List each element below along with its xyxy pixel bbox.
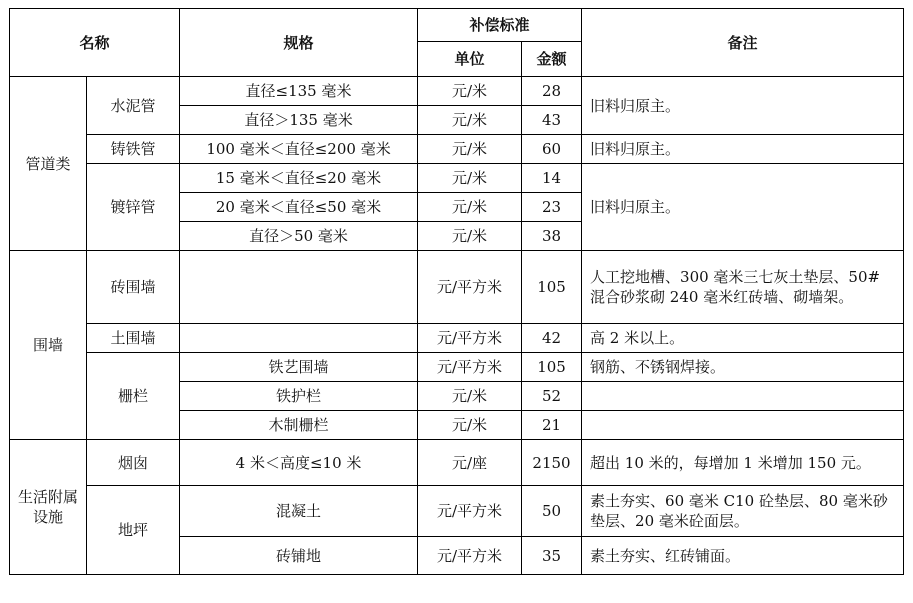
- subcategory-cell: 铸铁管: [87, 135, 180, 164]
- note-cell: 人工挖地槽、300 毫米三七灰土垫层、50# 混合砂浆砌 240 毫米红砖墙、砌墙架。: [582, 251, 904, 324]
- header-name: 名称: [10, 9, 180, 77]
- unit-cell: 元/米: [418, 411, 522, 440]
- amount-cell: 35: [522, 537, 582, 575]
- spec-cell: 直径＞50 毫米: [180, 222, 418, 251]
- unit-cell: 元/座: [418, 440, 522, 486]
- amount-cell: 42: [522, 324, 582, 353]
- subcategory-cell: 烟囱: [87, 440, 180, 486]
- subcategory-cell: 镀锌管: [87, 164, 180, 251]
- amount-cell: 23: [522, 193, 582, 222]
- subcategory-cell: 砖围墙: [87, 251, 180, 324]
- table-row: [10, 77, 904, 106]
- note-cell: 素土夯实、60 毫米 C10 砼垫层、80 毫米砂垫层、20 毫米砼面层。: [582, 486, 904, 537]
- subcategory-cell: 土围墙: [87, 324, 180, 353]
- spec-cell: 木制栅栏: [180, 411, 418, 440]
- table-row: [10, 353, 904, 382]
- table-row: [10, 164, 904, 193]
- spec-cell: 100 毫米＜直径≤200 毫米: [180, 135, 418, 164]
- table-row: [10, 324, 904, 353]
- amount-cell: 105: [522, 251, 582, 324]
- note-cell: [582, 382, 904, 411]
- note-cell: 超出 10 米的，每增加 1 米增加 150 元。: [582, 440, 904, 486]
- amount-cell: 43: [522, 106, 582, 135]
- subcategory-cell: 地坪: [87, 486, 180, 575]
- spec-cell: 直径＞135 毫米: [180, 106, 418, 135]
- note-cell: 旧料归原主。: [582, 77, 904, 135]
- amount-cell: 50: [522, 486, 582, 537]
- unit-cell: 元/平方米: [418, 324, 522, 353]
- amount-cell: 21: [522, 411, 582, 440]
- header-standard: 补偿标准: [418, 9, 582, 42]
- table-row: [10, 440, 904, 486]
- amount-cell: 105: [522, 353, 582, 382]
- spec-cell: 4 米＜高度≤10 米: [180, 440, 418, 486]
- unit-cell: 元/平方米: [418, 353, 522, 382]
- spec-cell: 铁护栏: [180, 382, 418, 411]
- header-note: 备注: [582, 9, 904, 77]
- header-unit: 单位: [418, 42, 522, 77]
- unit-cell: 元/平方米: [418, 251, 522, 324]
- note-cell: [582, 411, 904, 440]
- note-cell: 钢筋、不锈钢焊接。: [582, 353, 904, 382]
- table-row: [10, 251, 904, 324]
- amount-cell: 14: [522, 164, 582, 193]
- category-cell: 围墙: [10, 251, 87, 440]
- subcategory-cell: 栅栏: [87, 353, 180, 440]
- note-cell: 高 2 米以上。: [582, 324, 904, 353]
- spec-cell: 15 毫米＜直径≤20 毫米: [180, 164, 418, 193]
- header-spec: 规格: [180, 9, 418, 77]
- spec-cell: 直径≤135 毫米: [180, 77, 418, 106]
- unit-cell: 元/平方米: [418, 486, 522, 537]
- note-cell: 旧料归原主。: [582, 164, 904, 251]
- spec-cell: 铁艺围墙: [180, 353, 418, 382]
- unit-cell: 元/平方米: [418, 537, 522, 575]
- category-cell: 生活附属设施: [10, 440, 87, 575]
- spec-cell: [180, 324, 418, 353]
- unit-cell: 元/米: [418, 106, 522, 135]
- note-cell: 素土夯实、红砖铺面。: [582, 537, 904, 575]
- spec-cell: 砖铺地: [180, 537, 418, 575]
- amount-cell: 38: [522, 222, 582, 251]
- category-cell: 管道类: [10, 77, 87, 251]
- spec-cell: 20 毫米＜直径≤50 毫米: [180, 193, 418, 222]
- unit-cell: 元/米: [418, 222, 522, 251]
- unit-cell: 元/米: [418, 77, 522, 106]
- compensation-table: [9, 8, 904, 575]
- spec-cell: [180, 251, 418, 324]
- amount-cell: 28: [522, 77, 582, 106]
- note-cell: 旧料归原主。: [582, 135, 904, 164]
- spec-cell: 混凝土: [180, 486, 418, 537]
- unit-cell: 元/米: [418, 164, 522, 193]
- amount-cell: 52: [522, 382, 582, 411]
- subcategory-cell: 水泥管: [87, 77, 180, 135]
- unit-cell: 元/米: [418, 135, 522, 164]
- unit-cell: 元/米: [418, 382, 522, 411]
- table-row: [10, 135, 904, 164]
- amount-cell: 2150: [522, 440, 582, 486]
- table-row: [10, 486, 904, 537]
- unit-cell: 元/米: [418, 193, 522, 222]
- header-amount: 金额: [522, 42, 582, 77]
- amount-cell: 60: [522, 135, 582, 164]
